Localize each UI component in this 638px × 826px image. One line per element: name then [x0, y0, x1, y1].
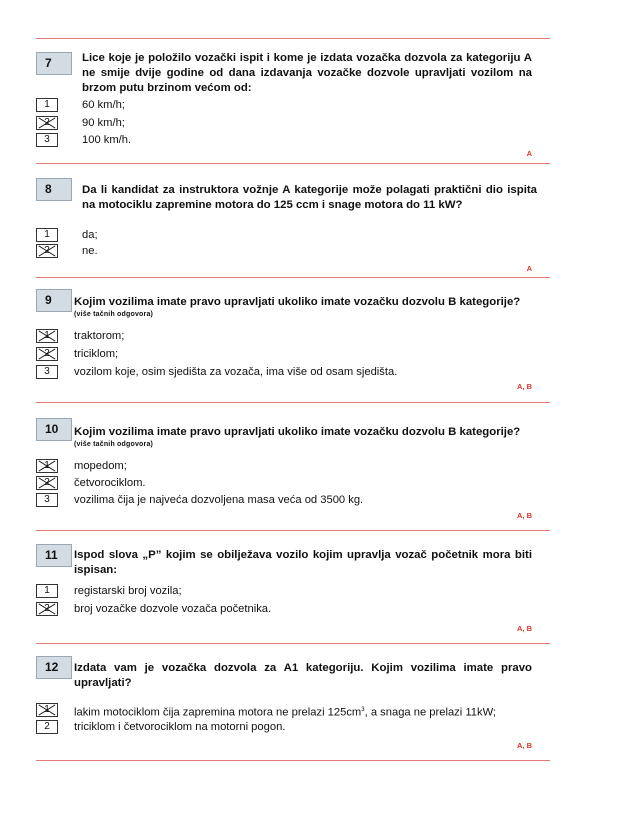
answer-checkbox[interactable]: 1 — [36, 98, 58, 112]
answer-text: ne. — [82, 245, 98, 257]
question-number: 8 — [36, 178, 72, 201]
question-subtitle: (više tačnih odgovora) — [74, 441, 154, 448]
question-text: Izdata vam je vozačka dozvola za A1 kategoriju. Kojim vozilima imate pravo upravljati? — [74, 662, 532, 689]
answer-text: broj vozačke dozvole vozača početnika. — [74, 603, 272, 615]
divider — [36, 530, 550, 531]
answer-checkbox[interactable]: 1 — [36, 584, 58, 598]
question-number: 9 — [36, 289, 72, 312]
divider — [36, 760, 550, 761]
answer-text: registarski broj vozila; — [74, 585, 182, 597]
answer-checkbox-checked[interactable]: 1 — [36, 329, 58, 343]
question-subtitle: (više tačnih odgovora) — [74, 311, 154, 318]
divider — [36, 38, 550, 39]
answer-text: 60 km/h; — [82, 99, 125, 111]
answer-text: traktorom; — [74, 330, 125, 342]
answer-text: lakim motociklom čija zapremina motora ne prelazi $125cm^3$, a snaga ne prelazi 11kW; — [74, 706, 497, 719]
question-text: Kojim vozilima imate pravo upravljati ukoliko imate vozačku dozvolu B kategorije? — [74, 296, 521, 308]
answer-checkbox[interactable]: 3 — [36, 133, 58, 147]
question-number: 12 — [36, 656, 72, 679]
category-label: A — [526, 149, 532, 158]
divider — [36, 402, 550, 403]
answer-text: vozilom koje, osim sjedišta za vozača, ima više od osam sjedišta. — [74, 366, 398, 378]
divider — [36, 277, 550, 278]
divider — [36, 643, 550, 644]
answer-checkbox[interactable]: 1 — [36, 228, 58, 242]
answer-text: 90 km/h; — [82, 117, 125, 129]
question-text: Da li kandidat za instruktora vožnje A kategorije može polagati praktični dio ispita na motociklu zapremine motora do 125 ccm i snage motora do 11 kW? — [82, 184, 537, 211]
category-label: A, B — [517, 511, 532, 520]
answer-checkbox-checked[interactable]: 1 — [36, 459, 58, 473]
answer-checkbox[interactable]: 3 — [36, 493, 58, 507]
answer-checkbox-checked[interactable]: 2 — [36, 347, 58, 361]
answer-text: mopedom; — [74, 460, 127, 472]
question-number: 11 — [36, 544, 72, 567]
question-number: 10 — [36, 418, 72, 441]
answer-text: 100 km/h. — [82, 134, 132, 146]
category-label: A, B — [517, 382, 532, 391]
answer-checkbox[interactable]: 2 — [36, 720, 58, 734]
question-text: Lice koje je položilo vozački ispit i kome je izdata vozačka dozvola za kategoriju A ne smije dvije godine od dana izdavanja vozačke dozvole upravljati vozilom na brzom putu brzinom većom od: — [82, 52, 532, 94]
category-label: A, B — [517, 741, 532, 750]
answer-checkbox-checked[interactable]: 2 — [36, 244, 58, 258]
category-label: A — [526, 264, 532, 273]
answer-text: triciklom; — [74, 348, 119, 360]
answer-text: triciklom i četvorociklom na motorni pogon. — [74, 721, 286, 733]
answer-checkbox-checked[interactable]: 2 — [36, 116, 58, 130]
answer-checkbox-checked[interactable]: 1 — [36, 703, 58, 717]
answer-text: četvorociklom. — [74, 477, 146, 489]
question-number: 7 — [36, 52, 72, 75]
answer-checkbox-checked[interactable]: 2 — [36, 476, 58, 490]
question-text: Kojim vozilima imate pravo upravljati ukoliko imate vozačku dozvolu B kategorije? — [74, 426, 521, 438]
answer-checkbox[interactable]: 3 — [36, 365, 58, 379]
answer-text: vozilima čija je najveća dozvoljena masa veća od 3500 kg. — [74, 494, 364, 506]
divider — [36, 163, 550, 164]
answer-text: da; — [82, 229, 98, 241]
category-label: A, B — [517, 624, 532, 633]
answer-checkbox-checked[interactable]: 2 — [36, 602, 58, 616]
question-text: Ispod slova „P” kojim se obilježava vozilo kojim upravlja vozač početnik mora biti ispisan: — [74, 549, 532, 576]
